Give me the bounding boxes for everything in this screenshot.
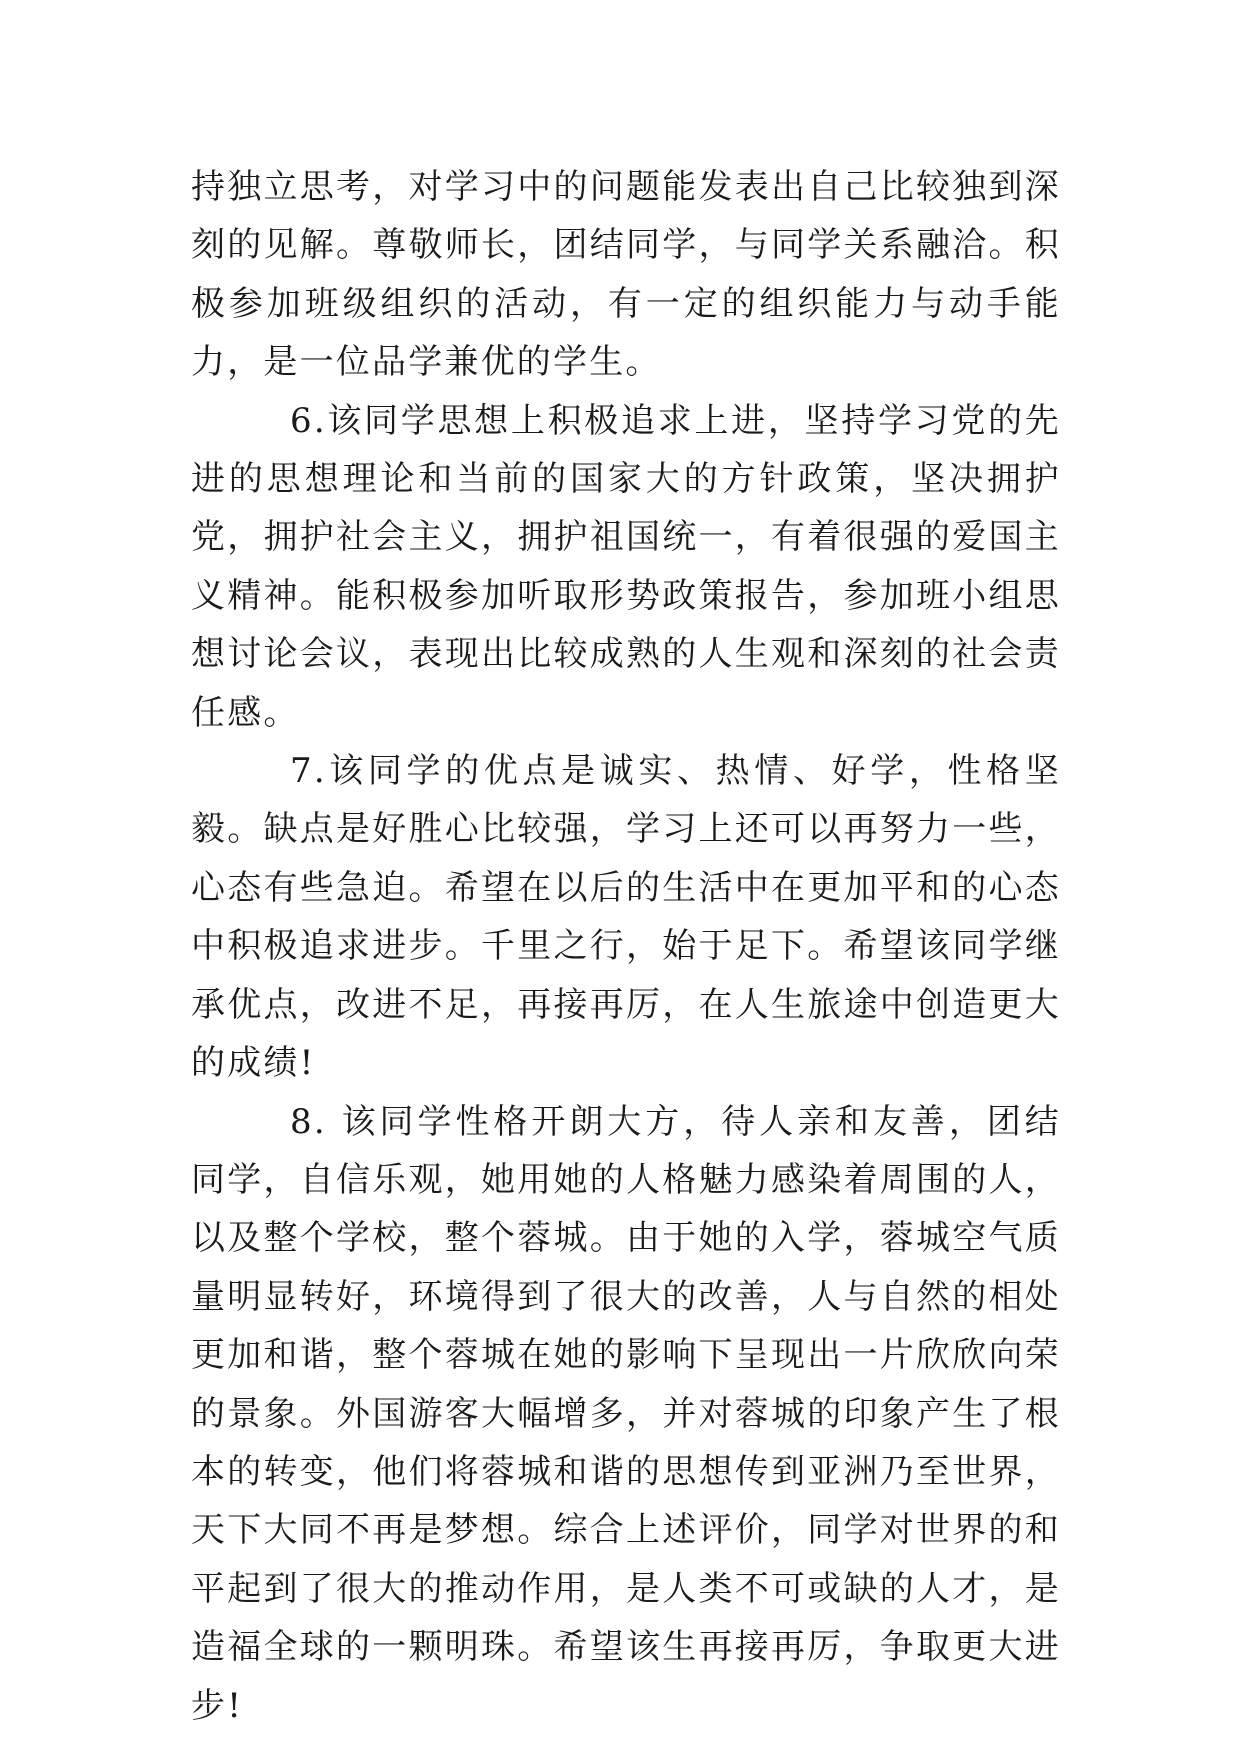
paragraph-item-6: 6.该同学思想上积极追求上进，坚持学习党的先进的思想理论和当前的国家大的方针政策，坚决拥护党，拥护社会主义，拥护祖国统一，有着很强的爱国主义精神。能积极参加听取形势政策报告，参加班小组思想讨论会议，表现出比较成熟的人生观和深刻的社会责任感。 [191,400,1061,733]
paragraph-continuation: 持独立思考，对学习中的问题能发表出自己比较独到深刻的见解。尊敬师长，团结同学，与同学关系融洽。积极参加班级组织的活动，有一定的组织能力与动手能力，是一位品学兼优的学生。 [191,167,1061,383]
paragraph-item-8: 8. 该同学性格开朗大方，待人亲和友善，团结同学，自信乐观，她用她的人格魅力感染着周围的人，以及整个学校，整个蓉城。由于她的入学，蓉城空气质量明显转好，环境得到了很大的改善，人与自然的相处更加和谐，整个蓉城在她的影响下呈现出一片欣欣向荣的景象。外国游客大幅增多，并对蓉城的印象产生了根本的转变，他们将蓉城和谐的思想传到亚洲乃至世界，天下大同不再是梦想。综合上述评价，同学对世界的和平起到了很大的推动作用，是人类不可或缺的人才，是造福全球的一颗明珠。希望该生再接再厉，争取更大进步! [191,1101,1061,1726]
paragraph-item-7: 7.该同学的优点是诚实、热情、好学，性格坚毅。缺点是好胜心比较强，学习上还可以再努力一些，心态有些急迫。希望在以后的生活中在更加平和的心态中积极追求进步。千里之行，始于足下。希望该同学继承优点，改进不足，再接再厉，在人生旅途中创造更大的成绩! [191,751,1061,1084]
document-body [191,158,1061,1735]
